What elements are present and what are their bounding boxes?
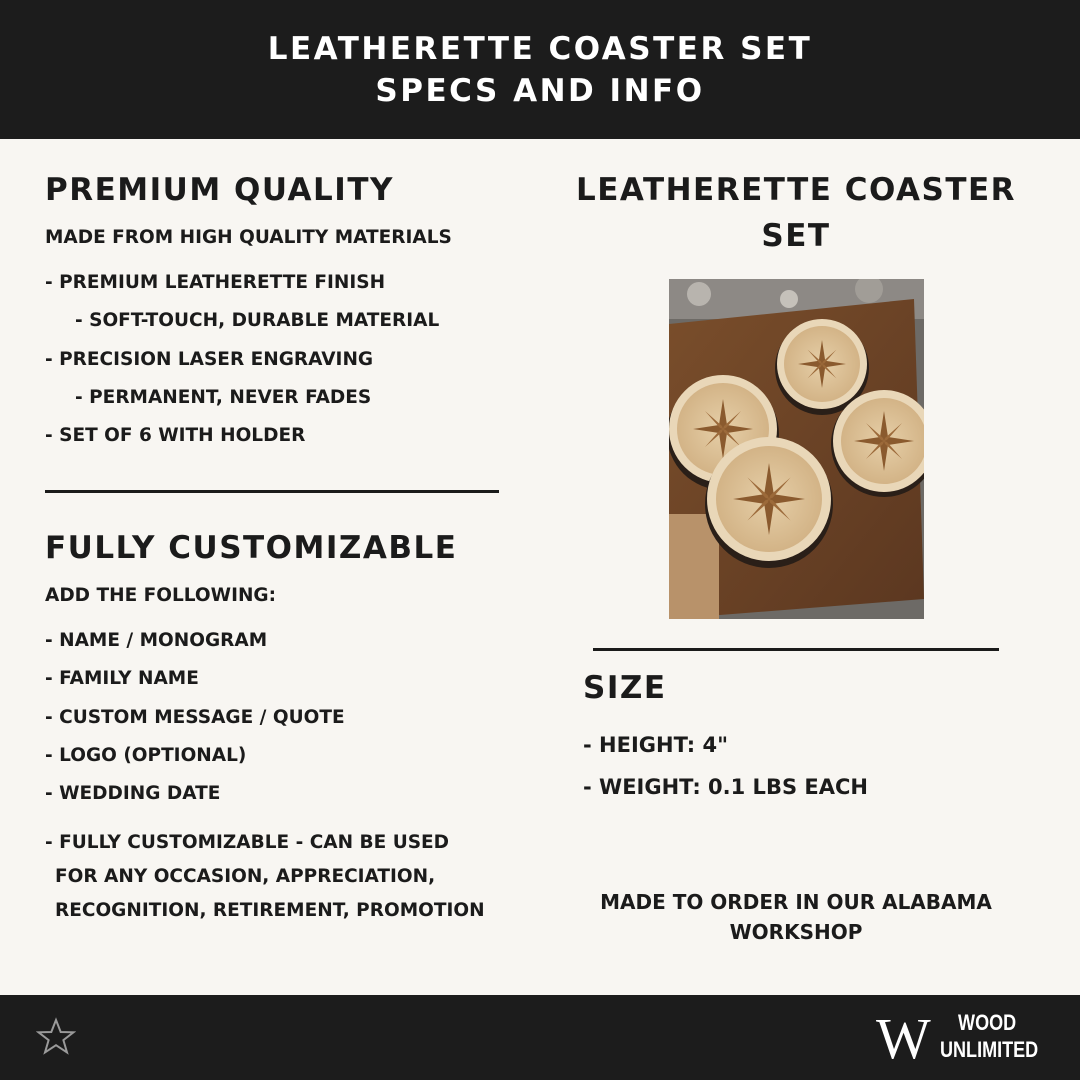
footer-bar — [0, 995, 1080, 1080]
logo-text-line2: UNLIMITED — [940, 1037, 1039, 1062]
right-divider — [593, 648, 999, 651]
star-icon — [36, 1017, 76, 1057]
premium-item: - PERMANENT, NEVER FADES — [75, 387, 372, 408]
header-title-line1: LEATHERETTE COASTER SET — [267, 30, 813, 67]
customizable-item: - NAME / MONOGRAM — [45, 630, 268, 651]
wood-unlimited-logo — [876, 1006, 1046, 1071]
premium-item: - SET OF 6 WITH HOLDER — [45, 425, 306, 446]
size-heading: SIZE — [583, 670, 667, 706]
customizable-item: - CUSTOM MESSAGE / QUOTE — [45, 707, 345, 728]
premium-item: - SOFT-TOUCH, DURABLE MATERIAL — [75, 310, 440, 331]
customizable-item: - LOGO (OPTIONAL) — [45, 745, 247, 766]
premium-subtitle: MADE FROM HIGH QUALITY MATERIALS — [45, 227, 452, 248]
product-title-line2: SET — [761, 218, 831, 254]
logo-text-line1: WOOD — [958, 1010, 1017, 1035]
logo-w-mark: W — [876, 1006, 931, 1071]
customizable-item: - FAMILY NAME — [45, 668, 199, 689]
customizable-item: - WEDDING DATE — [45, 783, 221, 804]
customizable-note-line: RECOGNITION, RETIREMENT, PROMOTION — [55, 900, 485, 921]
size-item: - WEIGHT: 0.1 LBS EACH — [583, 775, 868, 799]
customizable-subtitle: ADD THE FOLLOWING: — [45, 585, 277, 606]
customizable-note-line: FOR ANY OCCASION, APPRECIATION, — [55, 866, 436, 887]
customizable-heading: FULLY CUSTOMIZABLE — [45, 530, 458, 566]
product-title-line1: LEATHERETTE COASTER — [575, 172, 1017, 208]
header-banner — [0, 0, 1080, 139]
header-title-line2: SPECS AND INFO — [375, 72, 705, 109]
made-to-order-line1: MADE TO ORDER IN OUR ALABAMA — [600, 890, 992, 914]
customizable-note-line: - FULLY CUSTOMIZABLE - CAN BE USED — [45, 832, 450, 853]
premium-item: - PRECISION LASER ENGRAVING — [45, 349, 374, 370]
premium-quality-heading: PREMIUM QUALITY — [45, 172, 394, 208]
left-divider — [45, 490, 499, 493]
size-item: - HEIGHT: 4" — [583, 733, 729, 757]
premium-item: - PREMIUM LEATHERETTE FINISH — [45, 272, 386, 293]
made-to-order-line2: WORKSHOP — [729, 920, 863, 944]
product-photo — [669, 279, 924, 619]
